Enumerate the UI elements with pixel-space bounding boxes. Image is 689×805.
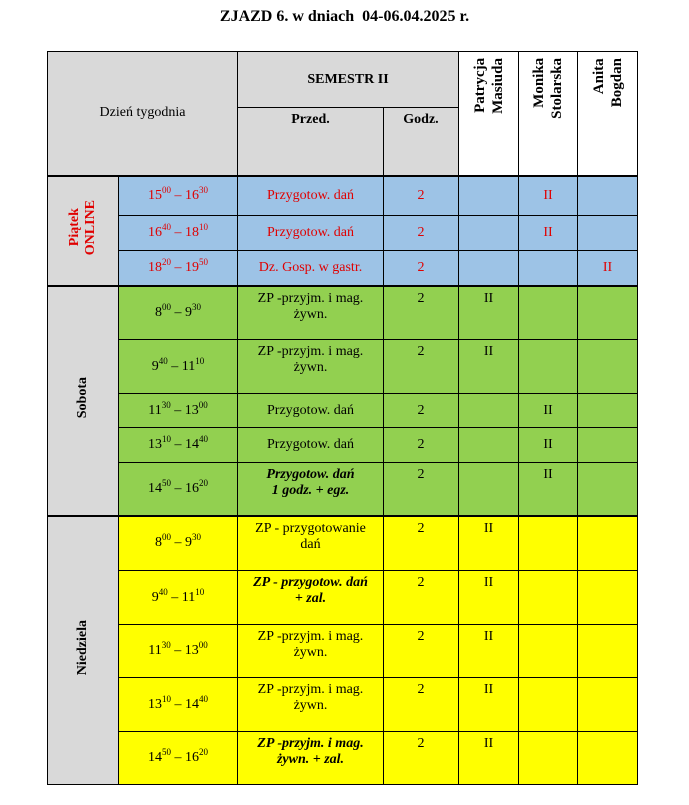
table-row (48, 286, 638, 340)
table-row (48, 176, 638, 216)
hours-cell: 2 (384, 428, 459, 463)
teacher-header-1: Patrycja Masiuda (459, 52, 519, 176)
teacher-cell (578, 571, 638, 625)
table-row (48, 216, 638, 251)
teacher-cell: II (519, 428, 578, 463)
hours-cell: 2 (384, 625, 459, 678)
table-row (48, 428, 638, 463)
hours-cell: 2 (384, 340, 459, 394)
hours-cell: 2 (384, 216, 459, 251)
teacher-cell (578, 463, 638, 516)
subject-cell: ZP -przyjm. i mag. żywn. (238, 678, 384, 732)
subject-cell: ZP -przyjm. i mag. żywn. (238, 625, 384, 678)
teacher-cell (519, 571, 578, 625)
day-column-label: Dzień tygodnia (99, 105, 186, 121)
teacher-cell (459, 216, 519, 251)
hours-cell: 2 (384, 176, 459, 216)
time-slot: $13^{10} - 14^{40}$ (119, 428, 238, 463)
time-slot: $8^{00} - 9^{30}$ (119, 286, 238, 340)
semester-label: SEMESTR II (307, 71, 389, 87)
teacher-cell (459, 394, 519, 428)
subject-cell: ZP -przyjm. i mag. żywn. + zal. (238, 732, 384, 785)
time-slot: $11^{30} - 13^{00}$ (119, 625, 238, 678)
day-label-friday: Piątek ONLINE (48, 176, 119, 286)
teacher-cell (578, 516, 638, 571)
teacher-cell (459, 428, 519, 463)
subject-cell: Dz. Gosp. w gastr. (238, 251, 384, 286)
teacher-cell: II (459, 340, 519, 394)
teacher-cell (519, 625, 578, 678)
teacher-cell: II (459, 678, 519, 732)
page-title: ZJAZD 6. w dniach 04-06.04.2025 r. (219, 8, 470, 25)
teacher-cell (519, 286, 578, 340)
teacher-cell (459, 463, 519, 516)
time-slot: $14^{50} - 16^{20}$ (119, 732, 238, 785)
teacher-cell (578, 340, 638, 394)
teacher-cell: II (459, 286, 519, 340)
table-row (48, 251, 638, 286)
teacher-cell (519, 340, 578, 394)
time-slot: $11^{30} - 13^{00}$ (119, 394, 238, 428)
time-slot: $9^{40} - 11^{10}$ (119, 571, 238, 625)
subject-cell: ZP - przygotow. dań + zal. (238, 571, 384, 625)
time-slot: $16^{40} - 18^{10}$ (119, 216, 238, 251)
teacher-cell (578, 732, 638, 785)
teacher-cell (578, 216, 638, 251)
table-row (48, 340, 638, 394)
day-column-header (48, 52, 238, 176)
teacher-cell (519, 678, 578, 732)
time-slot: $15^{00} - 16^{30}$ (119, 176, 238, 216)
hours-cell: 2 (384, 732, 459, 785)
day-label-saturday: Sobota (48, 286, 119, 516)
teacher-header-2: Monika Stolarska (519, 52, 578, 176)
hours-cell: 2 (384, 571, 459, 625)
teacher-cell: II (519, 216, 578, 251)
hours-cell: 2 (384, 286, 459, 340)
time-slot: $14^{50} - 16^{20}$ (119, 463, 238, 516)
hours-cell: 2 (384, 251, 459, 286)
table-row (48, 678, 638, 732)
teacher-cell (519, 516, 578, 571)
table-row (48, 571, 638, 625)
subject-cell: Przygotow. dań (238, 394, 384, 428)
table-row (48, 625, 638, 678)
hours-cell: 2 (384, 516, 459, 571)
teacher-cell (519, 732, 578, 785)
teacher-cell (459, 251, 519, 286)
teacher-cell (578, 286, 638, 340)
teacher-cell: II (459, 516, 519, 571)
subject-cell: Przygotow. dań (238, 428, 384, 463)
hours-cell: 2 (384, 394, 459, 428)
subject-header: Przed. (238, 108, 384, 176)
subject-cell: Przygotow. dań 1 godz. + egz. (238, 463, 384, 516)
subject-cell: Przygotow. dań (238, 216, 384, 251)
teacher-cell (578, 625, 638, 678)
teacher-cell (578, 394, 638, 428)
teacher-header-3: Anita Bogdan (578, 52, 638, 176)
teacher-cell: II (578, 251, 638, 286)
time-slot: $13^{10} - 14^{40}$ (119, 678, 238, 732)
day-label-sunday: Niedziela (48, 516, 119, 785)
teacher-cell (578, 428, 638, 463)
teacher-cell: II (459, 571, 519, 625)
teacher-cell: II (519, 394, 578, 428)
hours-cell: 2 (384, 678, 459, 732)
teacher-cell (519, 251, 578, 286)
hours-header: Godz. (384, 108, 459, 176)
subject-cell: ZP -przyjm. i mag. żywn. (238, 286, 384, 340)
semester-header (238, 52, 459, 108)
table-row (48, 394, 638, 428)
time-slot: $8^{00} - 9^{30}$ (119, 516, 238, 571)
table-row (48, 732, 638, 785)
teacher-cell: II (459, 625, 519, 678)
teacher-cell (578, 678, 638, 732)
teacher-cell: II (459, 732, 519, 785)
teacher-cell: II (519, 176, 578, 216)
teacher-cell (459, 176, 519, 216)
table-row (48, 516, 638, 571)
hours-cell: 2 (384, 463, 459, 516)
subject-cell: ZP -przyjm. i mag. żywn. (238, 340, 384, 394)
table-row (48, 463, 638, 516)
schedule-table (47, 51, 638, 785)
subject-cell: Przygotow. dań (238, 176, 384, 216)
time-slot: $18^{20} - 19^{50}$ (119, 251, 238, 286)
teacher-cell (578, 176, 638, 216)
teacher-cell: II (519, 463, 578, 516)
subject-cell: ZP - przygotowanie dań (238, 516, 384, 571)
time-slot: $9^{40} - 11^{10}$ (119, 340, 238, 394)
